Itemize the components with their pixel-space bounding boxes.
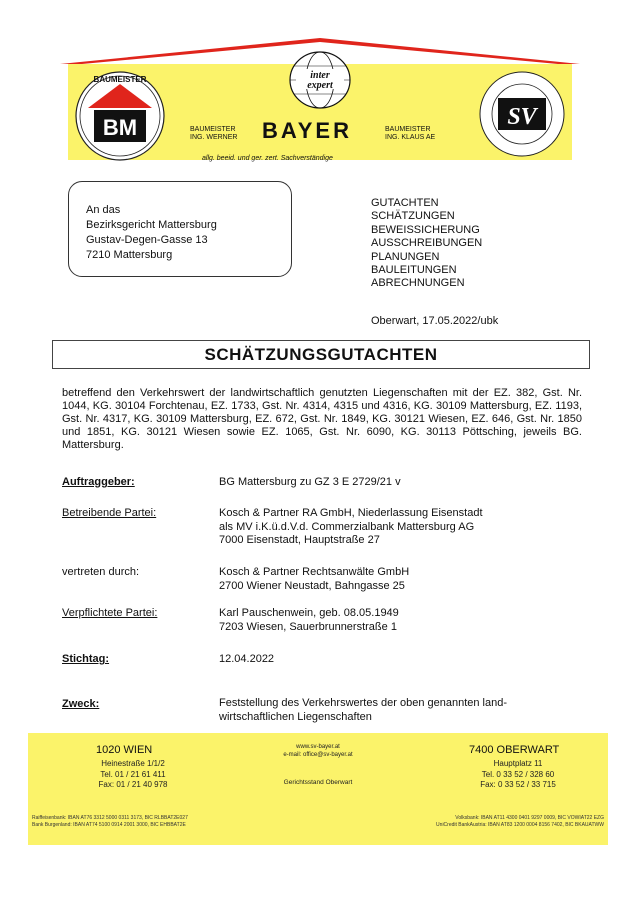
bank-line: Raiffeisenbank: IBAN AT76 3312 5000 0311 3173, BIC RLBBAT2E027 <box>32 815 188 821</box>
verpflichtete-value <box>219 607 399 634</box>
sv-logo <box>480 72 564 156</box>
service-item: GUTACHTEN <box>371 197 439 209</box>
service-item: PLANUNGEN <box>371 250 440 263</box>
stichtag-value: 12.04.2022 <box>219 653 275 665</box>
value-line: 7203 Wiesen, Sauerbrunnerstraße 1 <box>219 620 397 633</box>
auftraggeber-value: BG Mattersburg zu GZ 3 E 2729/21 v <box>219 476 401 488</box>
value-line: als MV i.K.ü.d.V.d. Commerzialbank Mattersburg AG <box>219 520 475 533</box>
svg-text:BAUMEISTER: BAUMEISTER <box>93 75 147 84</box>
footer-left-city: 1020 WIEN <box>96 744 153 756</box>
baumeister-logo <box>76 72 164 160</box>
value-line: Kosch & Partner Rechtsanwälte GmbH <box>219 566 410 578</box>
value-line: Kosch & Partner RA GmbH, Niederlassung Eisenstadt <box>219 507 483 519</box>
footer-line: Heinestraße 1/1/2 <box>101 759 165 768</box>
zweck-value <box>219 697 507 724</box>
value-line: 7000 Eisenstadt, Hauptstraße 27 <box>219 534 380 546</box>
bank-line: UniCredit BankAustria: IBAN AT83 1200 0004 8156 7402, BIC BKAUATWW <box>436 822 604 828</box>
svg-text:BM: BM <box>102 115 138 140</box>
stichtag-label: Stichtag: <box>62 653 110 665</box>
address-line: Bezirksgericht Mattersburg <box>86 219 217 231</box>
footer-website-link[interactable]: www.sv-bayer.at <box>296 744 340 750</box>
vertreten-value <box>219 566 409 593</box>
footer-court: Gerichtsstand Oberwart <box>283 779 353 786</box>
footer-left-address <box>83 759 183 791</box>
letterhead-tagline: allg. beeid. und ger. zert. Sachverständige <box>202 155 333 162</box>
svg-text:expert: expert <box>307 80 333 91</box>
address-line: An das <box>86 204 121 216</box>
footer-line: Tel. 01 / 21 61 411 <box>100 769 166 779</box>
service-item: BAULEITUNGEN <box>371 264 457 277</box>
address-line: 7210 Mattersburg <box>86 249 173 261</box>
inter-expert-logo <box>290 52 350 108</box>
brand-left-line-1: BAUMEISTER <box>190 126 236 133</box>
footer <box>28 733 608 845</box>
service-item: AUSSCHREIBUNGEN <box>371 237 483 250</box>
services-list <box>371 197 482 291</box>
betreibende-label: Betreibende Partei: <box>62 507 157 519</box>
intro-paragraph: betreffend den Verkehrswert der landwirtschaftlich genutzten Liegenschaften mit der EZ. 382, Gst. Nr. 1044, KG. 30104 Forchtenau, EZ. 1733, Gst. Nr. 4314, 4315 und 4316, KG. 30109 Mattersburg, EZ. 1193, Gst. Nr. 4317, KG. 30109 Mattersburg, EZ. 672, Gst. Nr. 1849, KG. 30121 Wiesen, EZ. 646, Gst. Nr. 1850 und 1851, KG. 30121 Wiesen sowie EZ. 1065, Gst. Nr. 6090, KG. 30113 Pöttsching, jeweils BG. Mattersburg. <box>62 387 582 451</box>
value-line: wirtschaftlichen Liegenschaften <box>219 710 372 723</box>
auftraggeber-label: Auftraggeber: <box>62 476 135 488</box>
footer-email-link[interactable]: e-mail: office@sv-bayer.at <box>283 752 353 758</box>
brand-right-line-2: ING. KLAUS AE <box>385 134 436 141</box>
footer-center-contact <box>258 743 378 759</box>
service-item: BEWEISSICHERUNG <box>371 223 480 236</box>
vertreten-label: vertreten durch: <box>62 566 140 578</box>
service-item: SCHÄTZUNGEN <box>371 210 455 223</box>
footer-line: Fax: 0 33 52 / 33 715 <box>480 780 556 789</box>
date-reference: Oberwart, 17.05.2022/ubk <box>371 315 499 327</box>
service-item: ABRECHNUNGEN <box>371 277 465 290</box>
brand-name: BAYER <box>262 118 352 143</box>
footer-right-address <box>468 759 568 791</box>
title-box <box>52 340 590 369</box>
footer-line: Tel. 0 33 52 / 328 60 <box>481 769 555 779</box>
footer-bank-right <box>436 815 604 829</box>
value-line: 2700 Wiener Neustadt, Bahngasse 25 <box>219 579 405 592</box>
betreibende-value <box>219 507 483 548</box>
zweck-label: Zweck: <box>62 698 100 710</box>
footer-bank-left <box>32 815 188 829</box>
address-line: Gustav-Degen-Gasse 13 <box>86 234 208 246</box>
footer-right-city: 7400 OBERWART <box>469 744 560 756</box>
svg-text:inter: inter <box>310 70 330 81</box>
footer-line: Fax: 01 / 21 40 978 <box>98 780 168 789</box>
footer-line: Hauptplatz 11 <box>493 759 543 768</box>
bank-line: Volksbank: IBAN AT11 4300 0401 9297 0009, BIC VOWIAT22 EZG <box>455 815 604 821</box>
recipient-address <box>86 203 217 263</box>
document-title: SCHÄTZUNGSGUTACHTEN <box>204 345 438 364</box>
svg-text:SV: SV <box>507 104 537 130</box>
value-line: Karl Pauschenwein, geb. 08.05.1949 <box>219 607 399 619</box>
brand-left-line-2: ING. WERNER <box>190 134 238 141</box>
bank-line: Bank Burgenland: IBAN AT74 5100 0914 2001 3000, BIC EHBBAT2E <box>32 822 186 828</box>
brand-right-line-1: BAUMEISTER <box>385 126 431 133</box>
value-line: Feststellung des Verkehrswertes der oben genannten land- <box>219 697 508 709</box>
verpflichtete-label: Verpflichtete Partei: <box>62 607 158 619</box>
